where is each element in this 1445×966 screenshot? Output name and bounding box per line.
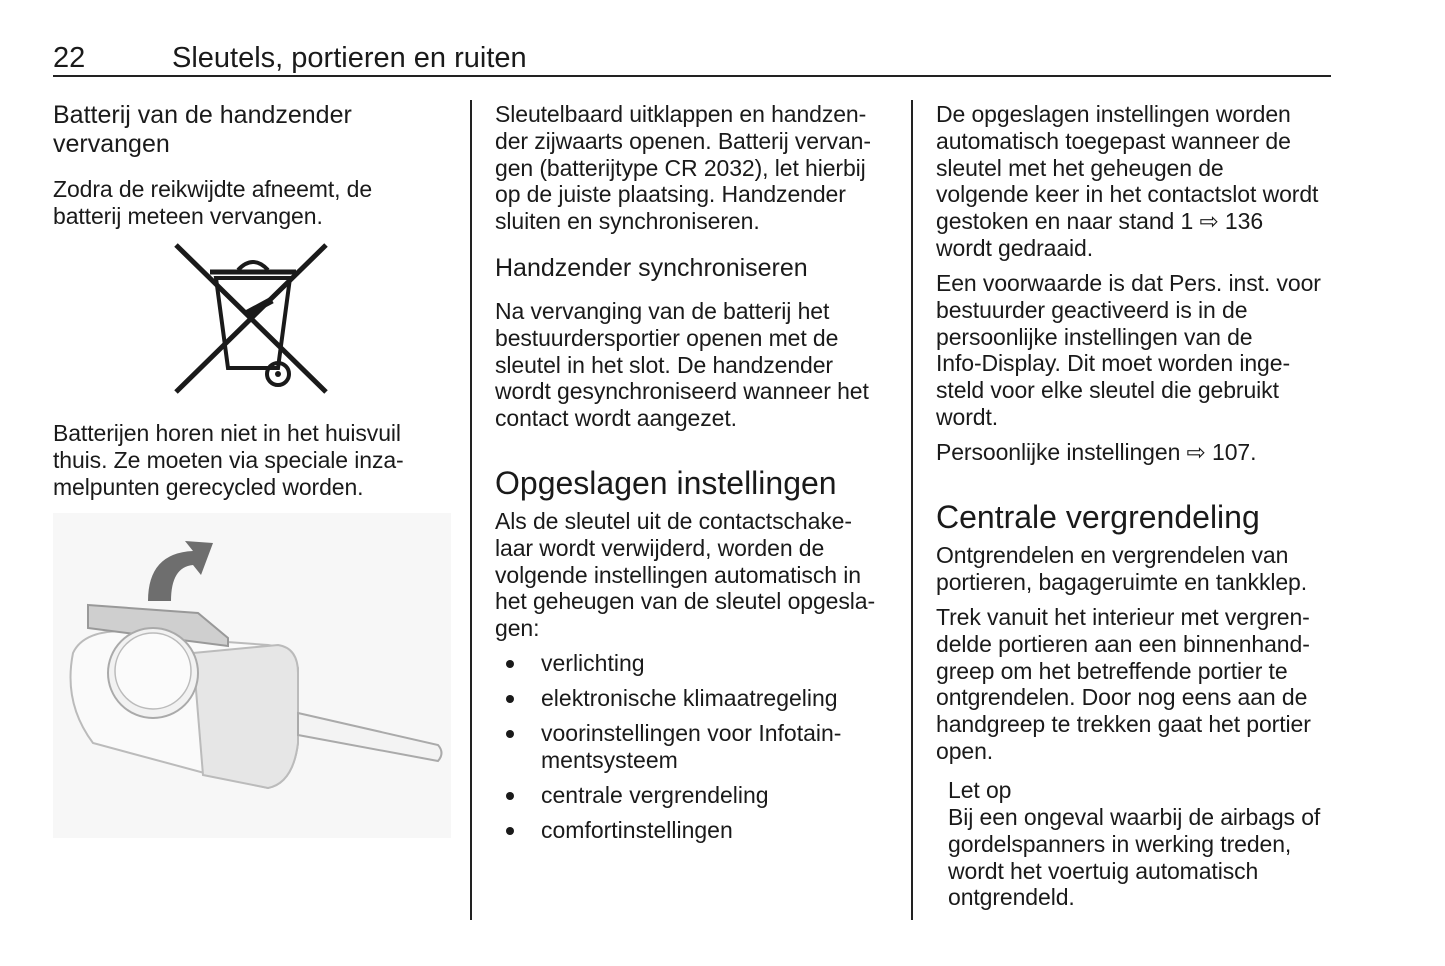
bullet-icon xyxy=(506,660,514,668)
list-item: elektronische klimaatregeling xyxy=(541,685,838,711)
subsection-heading: Handzender synchroniseren xyxy=(495,254,808,282)
bullet-icon xyxy=(506,827,514,835)
bullet-icon xyxy=(506,730,514,738)
list-item: verlichting xyxy=(541,650,645,676)
paragraph: Sleutelbaard uitklappen en handzen- der zijwaarts openen. Batterij vervan- gen (batterijtype CR 2032), let hierbij op de juiste plaatsing. Handzender sluiten en synchroniseren. xyxy=(495,101,871,235)
header-rule xyxy=(53,75,1331,77)
list-item: voorinstellingen voor Infotain- mentsysteem xyxy=(541,720,842,773)
column-divider xyxy=(470,100,472,920)
section-heading: Centrale vergrendeling xyxy=(936,499,1260,535)
note-text: Bij een ongeval waarbij de airbags of gordelspanners in werking treden, wordt het voertuig automatisch ontgrendeld. xyxy=(948,804,1321,911)
list-item: comfortinstellingen xyxy=(541,817,733,843)
section-heading: Opgeslagen instellingen xyxy=(495,465,837,501)
paragraph: Trek vanuit het interieur met vergren- delde portieren aan een binnenhand- greep om het betreffende portier te ontgrendelen. Door nog eens aan de handgreep te trekken gaat het portier open. xyxy=(936,604,1311,764)
paragraph: Zodra de reikwijdte afneemt, de batterij meteen vervangen. xyxy=(53,176,373,229)
list-item: centrale vergrendeling xyxy=(541,782,769,808)
paragraph: Batterijen horen niet in het huisvuil thuis. Ze moeten via speciale inza- melpunten gerecycled worden. xyxy=(53,420,404,500)
bullet-icon xyxy=(506,695,514,703)
paragraph: Een voorwaarde is dat Pers. inst. voor bestuurder geactiveerd is in de persoonlijke instellingen van de Info-Display. Dit moet worden inge- steld voor elke sleutel die gebruikt wordt. xyxy=(936,270,1321,430)
column-divider xyxy=(911,100,913,920)
recycling-bin-crossed-icon xyxy=(168,240,333,400)
cross-reference: Persoonlijke instellingen ⇨ 107. xyxy=(936,439,1257,465)
page-number: 22 xyxy=(53,42,86,74)
key-battery-illustration xyxy=(53,513,451,838)
paragraph: De opgeslagen instellingen worden automatisch toegepast wanneer de sleutel met het geheugen de volgende keer in het contactslot wordt gestoken en naar stand 1 ⇨ 136 wordt gedraaid. xyxy=(936,101,1319,261)
note-title: Let op xyxy=(948,777,1012,803)
paragraph: Als de sleutel uit de contactschake- laar wordt verwijderd, worden de volgende instellingen automatisch in het geheugen van de sleutel opgesla- gen: xyxy=(495,508,876,642)
paragraph: Na vervanging van de batterij het bestuurdersportier openen met de sleutel in het slot. De handzender wordt gesynchroniseerd wanneer het contact wordt aangezet. xyxy=(495,298,869,432)
chapter-title: Sleutels, portieren en ruiten xyxy=(172,42,527,74)
section-heading: Batterij van de handzender vervangen xyxy=(53,101,352,158)
paragraph: Ontgrendelen en vergrendelen van portieren, bagageruimte en tankklep. xyxy=(936,542,1308,595)
bullet-icon xyxy=(506,792,514,800)
